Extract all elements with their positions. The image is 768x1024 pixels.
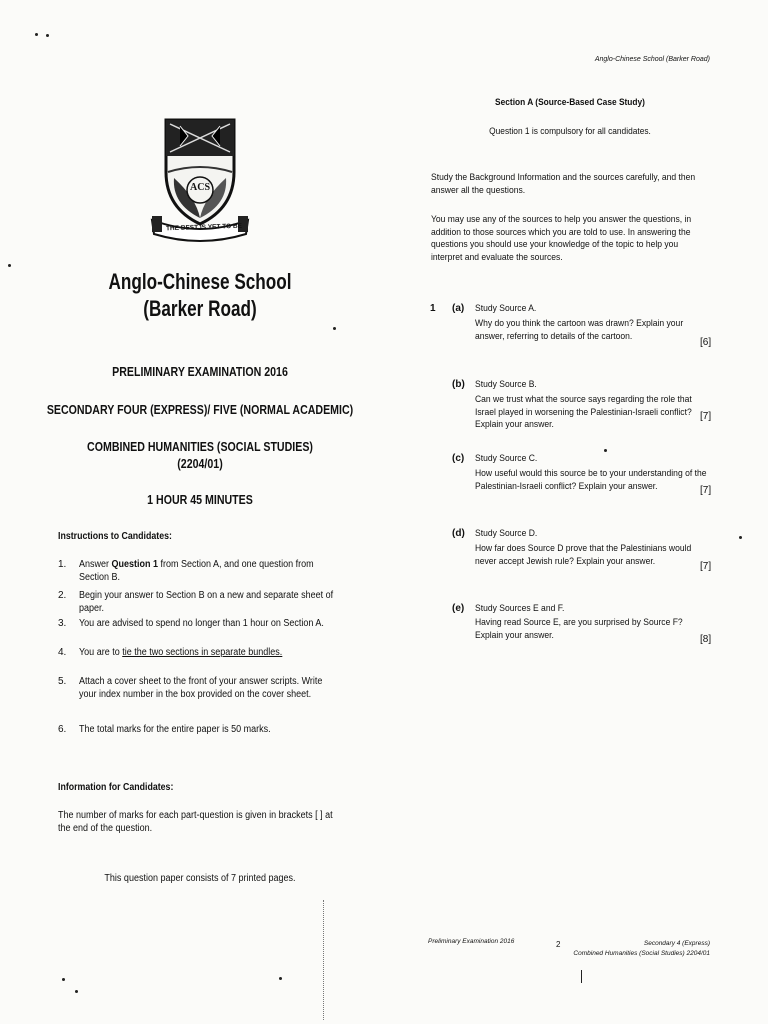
footer-left: Preliminary Examination 2016 bbox=[428, 938, 515, 945]
footer-right-line1: Secondary 4 (Express) bbox=[643, 940, 710, 947]
exam-level: SECONDARY FOUR (EXPRESS)/ FIVE (NORMAL ACADEMIC) bbox=[46, 403, 354, 417]
pages-note: This question paper consists of 7 printed pages. bbox=[104, 873, 296, 884]
question-text: How useful would this source be to your understanding of the Palestinian-Israeli conflict? Explain your answer. bbox=[475, 468, 707, 492]
school-crest bbox=[150, 112, 250, 247]
school-name-line: Anglo-Chinese School bbox=[108, 269, 292, 294]
question-source: Study Source C. bbox=[475, 453, 538, 464]
question-label: (a) bbox=[452, 303, 465, 314]
question-source: Study Source D. bbox=[475, 528, 538, 539]
question-source: Study Source A. bbox=[475, 303, 537, 314]
question-marks: [7] bbox=[700, 411, 712, 422]
question-source: Study Sources E and F. bbox=[475, 603, 565, 614]
scan-mark bbox=[581, 970, 582, 983]
instruction-item: You are to tie the two sections in separate bundles. bbox=[79, 647, 283, 658]
question-number: 1 bbox=[430, 303, 436, 314]
instruction-item: Begin your answer to Section B on a new and separate sheet of paper. bbox=[79, 590, 334, 614]
subject-code: (2204/01) bbox=[177, 457, 223, 471]
scan-speck bbox=[333, 327, 336, 330]
question-label: (b) bbox=[452, 379, 465, 390]
instruction-number: 5. bbox=[58, 676, 67, 687]
question-text: Can we trust what the source says regarding the role that Israel played in worsening the Palestinian-Israeli conflict? Explain your answer. bbox=[475, 394, 692, 430]
scan-speck bbox=[279, 977, 282, 980]
scan-speck bbox=[35, 33, 38, 36]
crest-motto: THE BEST IS YET TO BE bbox=[165, 222, 243, 233]
information-heading: Information for Candidates: bbox=[58, 782, 174, 793]
instruction-number: 1. bbox=[58, 559, 67, 570]
page-number: 2 bbox=[556, 940, 561, 949]
study-instruction: Study the Background Information and the sources carefully, and then answer all the questions. bbox=[431, 172, 696, 196]
scan-speck bbox=[62, 978, 65, 981]
question-text: Why do you think the cartoon was drawn? Explain your answer, referring to details of the cartoon. bbox=[475, 318, 684, 342]
section-title: Section A (Source-Based Case Study) bbox=[495, 97, 645, 108]
scan-speck bbox=[8, 264, 11, 267]
school-name-line: (Barker Road) bbox=[143, 296, 257, 321]
question-marks: [7] bbox=[700, 561, 712, 572]
instruction-item: Attach a cover sheet to the front of your answer scripts. Write your index number in the box provided on the cover sheet. bbox=[79, 676, 323, 700]
question-label: (c) bbox=[452, 453, 465, 464]
question-source: Study Source B. bbox=[475, 379, 537, 390]
question-marks: [8] bbox=[700, 634, 712, 645]
information-text: The number of marks for each part-question is given in brackets [ ] at the end of the question. bbox=[58, 810, 333, 834]
question-label: (d) bbox=[452, 528, 465, 539]
instruction-item: You are advised to spend no longer than 1 hour on Section A. bbox=[79, 618, 324, 629]
instructions-heading: Instructions to Candidates: bbox=[58, 531, 172, 542]
school-name bbox=[44, 268, 356, 322]
instruction-number: 6. bbox=[58, 724, 67, 735]
question-marks: [7] bbox=[700, 485, 712, 496]
question-text: How far does Source D prove that the Palestinians would never accept Jewish rule? Explain your answer. bbox=[475, 543, 692, 567]
instruction-number: 2. bbox=[58, 590, 67, 601]
crest-initials: ACS bbox=[190, 182, 211, 193]
page-gutter bbox=[323, 900, 324, 1020]
instruction-number: 4. bbox=[58, 647, 67, 658]
question-marks: [6] bbox=[700, 337, 712, 348]
footer-right-line2: Combined Humanities (Social Studies) 2204/01 bbox=[573, 950, 710, 957]
instruction-number: 3. bbox=[58, 618, 67, 629]
scan-speck bbox=[739, 536, 742, 539]
instruction-item: The total marks for the entire paper is 50 marks. bbox=[79, 724, 271, 735]
scan-speck bbox=[604, 449, 607, 452]
scan-speck bbox=[46, 34, 49, 37]
running-header: Anglo-Chinese School (Barker Road) bbox=[594, 56, 710, 63]
instruction-item: Answer Question 1 from Section A, and one question from Section B. bbox=[79, 559, 314, 583]
use-sources-note: You may use any of the sources to help you answer the questions, in addition to those sources which you are told to use. In answering the questions you should use your knowledge of the topic to help you interpret and evaluate the sources. bbox=[431, 214, 692, 263]
scan-speck bbox=[75, 990, 78, 993]
exam-title: PRELIMINARY EXAMINATION 2016 bbox=[112, 365, 288, 379]
question-label: (e) bbox=[452, 603, 465, 614]
exam-duration: 1 HOUR 45 MINUTES bbox=[147, 493, 253, 507]
question-text: Having read Source E, are you surprised by Source F? Explain your answer. bbox=[475, 617, 683, 641]
compulsory-note: Question 1 is compulsory for all candidates. bbox=[489, 126, 651, 137]
subject-title: COMBINED HUMANITIES (SOCIAL STUDIES) bbox=[87, 440, 313, 454]
